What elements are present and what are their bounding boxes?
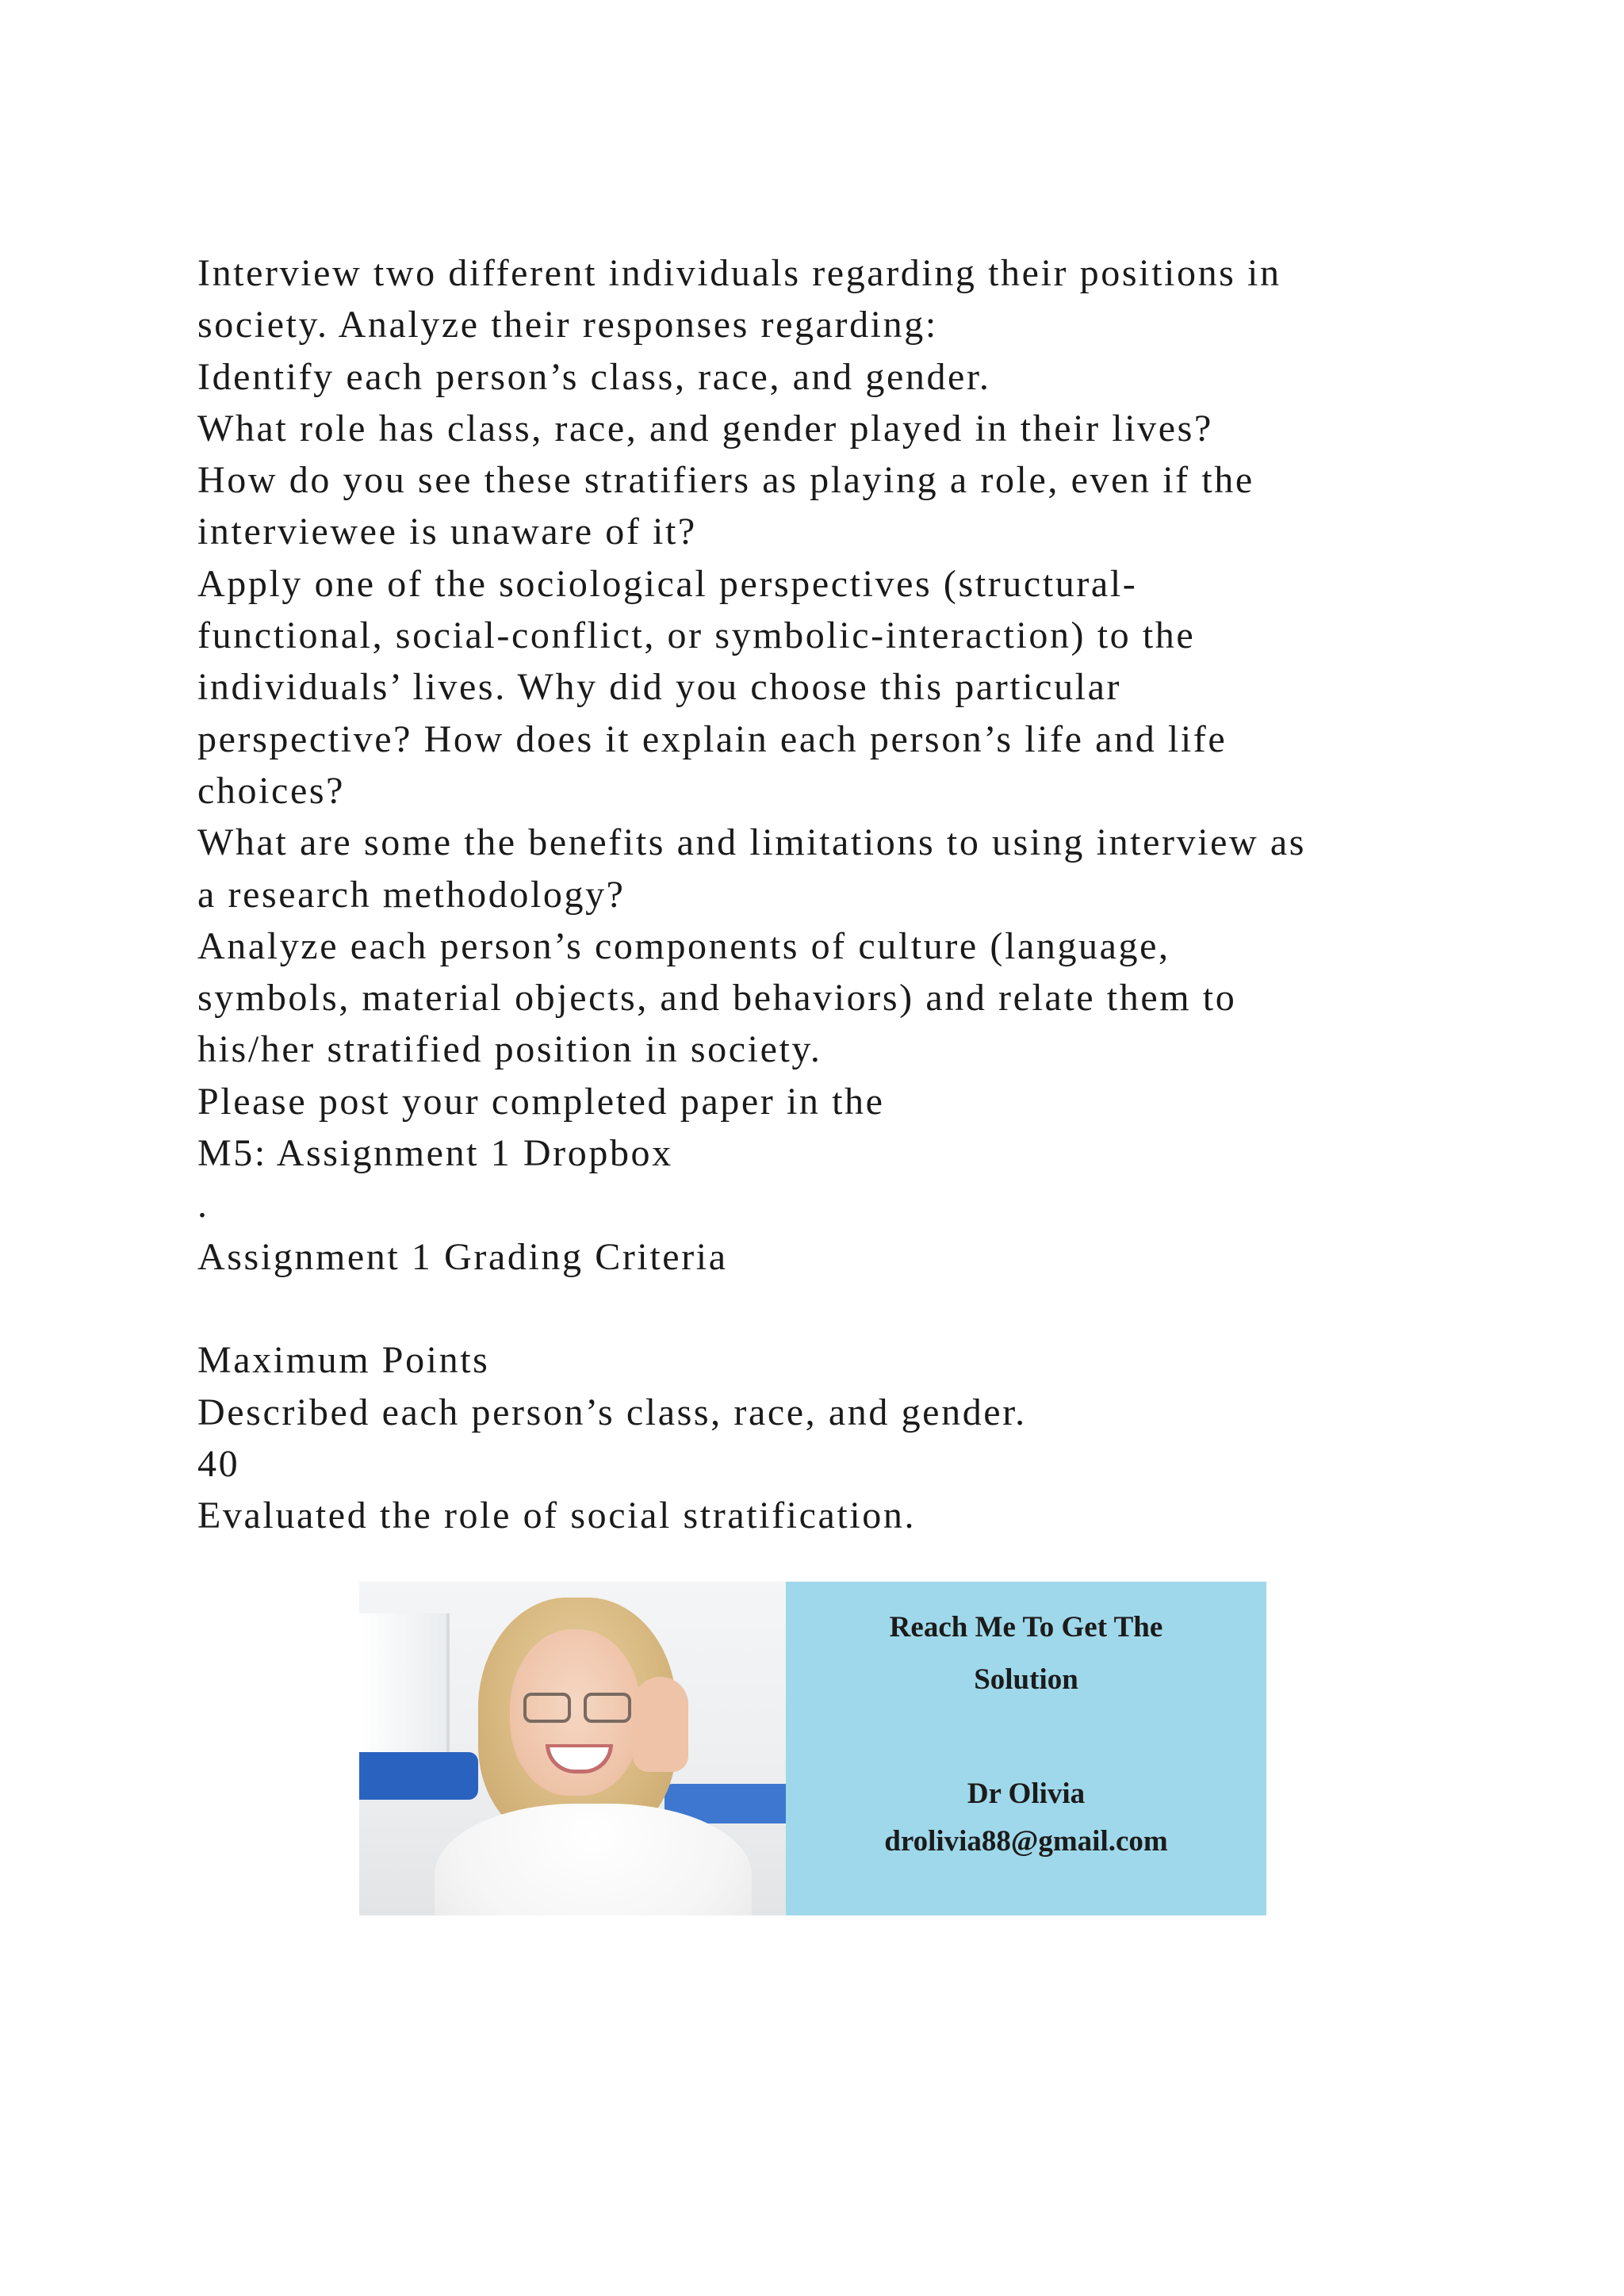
contact-card [786, 1582, 1266, 1915]
text-line: his/her stratified position in society. [197, 1028, 822, 1071]
text-line: society. Analyze their responses regarding: [197, 304, 938, 346]
text-line: choices? [197, 769, 346, 812]
text-line: Interview two different individuals regarding their positions in [197, 252, 1281, 294]
text-line: Maximum Points [197, 1339, 490, 1382]
text-line: Assignment 1 Grading Criteria [197, 1235, 728, 1278]
text-line: Identify each person’s class, race, and gender. [197, 355, 991, 398]
blank-line [197, 1283, 1498, 1334]
text-line: M5: Assignment 1 Dropbox [197, 1132, 673, 1175]
assignment-text [197, 247, 1498, 1541]
text-line: interviewee is unaware of it? [197, 511, 697, 553]
glasses-lens [584, 1693, 631, 1723]
text-line: What are some the benefits and limitations to using interview as [197, 821, 1307, 864]
text-line: functional, social-conflict, or symbolic-interaction) to the [197, 614, 1196, 657]
text-line: individuals’ lives. Why did you choose this particular [197, 666, 1122, 709]
blue-chair [359, 1752, 478, 1800]
contact-name: Dr Olivia [967, 1777, 1086, 1810]
text-line: What role has class, race, and gender played in their lives? [197, 407, 1213, 450]
glasses-lens [523, 1693, 571, 1723]
hand [633, 1677, 688, 1772]
text-line: perspective? How does it explain each person’s life and life [197, 718, 1228, 760]
text-line: a research methodology? [197, 873, 626, 916]
banner-headline-2: Solution [974, 1663, 1078, 1696]
text-line: How do you see these stratifiers as playing a role, even if the [197, 459, 1254, 502]
contact-banner [359, 1582, 1266, 1915]
text-line: Evaluated the role of social stratification. [197, 1494, 917, 1537]
text-line: Described each person’s class, race, and gender. [197, 1391, 1027, 1433]
contact-email: drolivia88@gmail.com [884, 1825, 1168, 1858]
woman-photo [359, 1582, 786, 1915]
text-line: 40 [197, 1442, 240, 1485]
text-line: Analyze each person’s components of culture (language, [197, 924, 1170, 967]
banner-headline: Reach Me To Get The [889, 1611, 1163, 1644]
text-line: . [197, 1184, 209, 1226]
text-line: Please post your completed paper in the [197, 1080, 885, 1123]
text-line: symbols, material objects, and behaviors) and relate them to [197, 977, 1237, 1020]
text-line: Apply one of the sociological perspectives (structural- [197, 562, 1138, 605]
